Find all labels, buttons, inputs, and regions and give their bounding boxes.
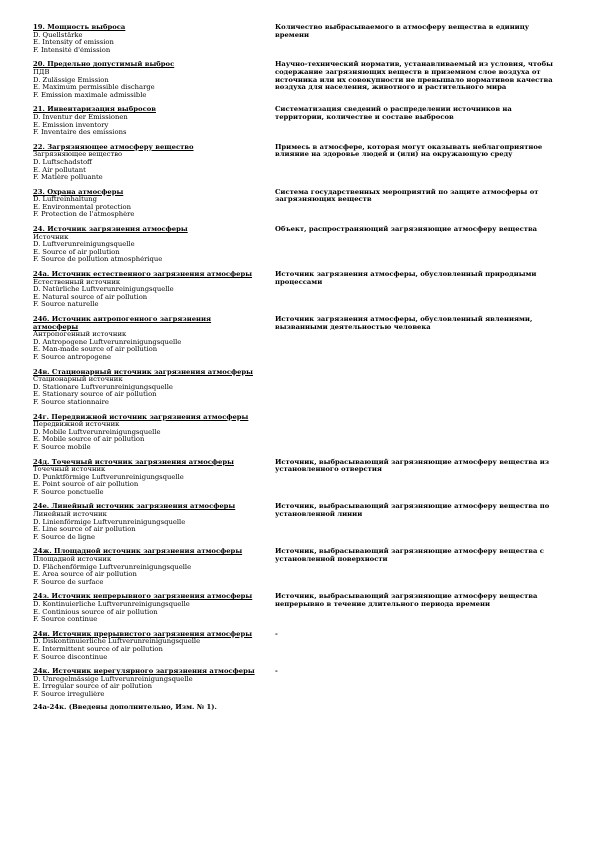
term-line: F. Matière polluante bbox=[33, 174, 103, 182]
term-block bbox=[33, 631, 275, 661]
term-line: F. Source mobile bbox=[33, 443, 91, 451]
term-entry bbox=[33, 548, 563, 586]
term-line: E. Irregular source of air pollution bbox=[33, 683, 152, 691]
term-line: D. Stationare Luftverunreinigungsquelle bbox=[33, 383, 173, 391]
term-block bbox=[33, 593, 275, 623]
term-entry bbox=[33, 369, 563, 407]
term-line: D. Zulässige Emission bbox=[33, 76, 109, 84]
term-line: F. Source irregulière bbox=[33, 690, 105, 698]
term-definition: Источник, выбрасывающий загрязняющие атмосферу вещества из установленного отверстия bbox=[275, 457, 550, 474]
term-line: Источник bbox=[33, 233, 69, 241]
term-block bbox=[33, 189, 275, 219]
term-line: D. Linienförmige Luftverunreinigungsquelle bbox=[33, 518, 186, 526]
term-block bbox=[33, 369, 275, 407]
term-definition bbox=[275, 414, 563, 452]
term-line: E. Area source of air pollution bbox=[33, 571, 137, 579]
term-line: F. Source ponctuelle bbox=[33, 488, 104, 496]
term-definition: Количество выбрасываемого в атмосферу вещества в единицу времени bbox=[275, 23, 530, 39]
term-title: 21. Инвентаризация выбросов bbox=[33, 106, 156, 114]
term-line: E. Line source of air pollution bbox=[33, 526, 136, 534]
term-title: 24д. Точечный источник загрязнения атмосферы bbox=[33, 458, 234, 466]
term-entry bbox=[33, 144, 563, 182]
term-line: E. Mobile source of air pollution bbox=[33, 436, 145, 444]
term-title: 24. Источник загрязнения атмосферы bbox=[33, 226, 188, 234]
term-title: 24з. Источник непрерывного загрязнения атмосферы bbox=[33, 593, 253, 601]
term-title: 24ж. Площадной источник загрязнения атмосферы bbox=[33, 548, 243, 556]
term-line: Стационарный источник bbox=[33, 376, 123, 384]
term-entry bbox=[33, 316, 563, 362]
term-line: F. Source de pollution atmosphérique bbox=[33, 256, 163, 264]
term-entry bbox=[33, 414, 563, 452]
term-line: D. Inventur der Emissionen bbox=[33, 113, 128, 121]
term-line: F. Emission maximale admissible bbox=[33, 91, 147, 99]
term-line: D. Mobile Luftverunreinigungsquelle bbox=[33, 428, 161, 436]
term-entry bbox=[33, 593, 563, 623]
term-entry bbox=[33, 226, 563, 264]
term-block bbox=[33, 316, 275, 362]
term-title: 20. Предельно допустимый выброс bbox=[33, 61, 175, 69]
term-line: E. Environmental protection bbox=[33, 203, 131, 211]
term-line: Площадной источник bbox=[33, 556, 112, 564]
term-definition: Источник, выбрасывающий загрязняющие атмосферу вещества непрерывно в течение длительного периода времени bbox=[275, 592, 538, 608]
term-definition bbox=[275, 369, 563, 407]
term-line: D. Natürliche Luftverunreinigungsquelle bbox=[33, 286, 174, 294]
term-line: F. Intensité d'émission bbox=[33, 46, 111, 54]
term-block bbox=[33, 503, 275, 541]
term-title: 24и. Источник прерывистого загрязнения атмосферы bbox=[33, 630, 253, 638]
term-definition: Примесь в атмосфере, которая могут оказывать неблагоприятное влияние на здоровье людей и (или) на окружающую среду bbox=[275, 142, 543, 159]
amendment-note: 24а-24к. (Введены дополнительно, Изм. № 1). bbox=[33, 702, 217, 711]
term-block bbox=[33, 24, 275, 54]
term-definition: Источник, выбрасывающий загрязняющие атмосферу вещества с установленной поверхности bbox=[275, 547, 544, 564]
term-line: E. Source of air pollution bbox=[33, 248, 120, 256]
term-definition: Научно-технический норматив, устанавливаемый из условия, чтобы содержание загрязняющих веществ в приземном слое воздуха от источника или их совокупности не превышало нормативов качества воздуха для населения, животного и растительного мира bbox=[275, 60, 553, 92]
term-line: Загрязняющее вещество bbox=[33, 151, 123, 159]
term-line: Точечный источник bbox=[33, 466, 106, 474]
term-block bbox=[33, 226, 275, 264]
term-block bbox=[33, 414, 275, 452]
term-line: F. Inventaire des emissions bbox=[33, 129, 127, 137]
term-line: ПДВ bbox=[33, 68, 50, 76]
term-line: E. Stationary source of air pollution bbox=[33, 391, 157, 399]
term-title: 24б. Источник антропогенного загрязнения bbox=[33, 316, 212, 323]
term-block bbox=[33, 271, 275, 309]
term-definition: Источник загрязнения атмосферы, обусловленный явлениями, вызванными деятельностью человека bbox=[275, 315, 533, 331]
term-block bbox=[33, 61, 275, 99]
term-title: 24г. Передвижной источник загрязнения атмосферы bbox=[33, 413, 249, 421]
term-line: E. Maximum permissible discharge bbox=[33, 84, 155, 92]
term-definition: Система государственных мероприятий по защите атмосферы от загрязняющих веществ bbox=[275, 187, 539, 204]
term-entry bbox=[33, 271, 563, 309]
term-block bbox=[33, 144, 275, 182]
term-line: E. Intermittent source of air pollution bbox=[33, 645, 163, 653]
term-entry bbox=[33, 106, 563, 136]
term-line: F. Source antropogene bbox=[33, 353, 112, 361]
term-line: Естественный источник bbox=[33, 278, 121, 286]
term-line: D. Kontinuierliche Luftverunreinigungsquelle bbox=[33, 601, 190, 608]
term-line: F. Source continue bbox=[33, 616, 98, 624]
term-entry bbox=[33, 459, 563, 497]
term-line: E. Intensity of emission bbox=[33, 39, 114, 47]
term-definition: Объект, распространяющий загрязняющие атмосферу вещества bbox=[275, 225, 538, 234]
term-line: D. Luftreinhaltung bbox=[33, 196, 97, 204]
term-line: Линейный источник bbox=[33, 511, 107, 519]
term-line: F. Source de surface bbox=[33, 578, 104, 586]
term-line: F. Source de ligne bbox=[33, 533, 95, 541]
term-title: 22. Загрязняющее атмосферу вещество bbox=[33, 143, 194, 151]
term-line: D. Diskontinuierliche Luftverunreinigungsquelle bbox=[33, 638, 201, 646]
term-line: F. Source discontinue bbox=[33, 653, 108, 661]
term-entry bbox=[33, 668, 563, 698]
term-line: D. Unregelmässige Luftverunreinigungsquelle bbox=[33, 675, 193, 683]
term-block bbox=[33, 106, 275, 136]
term-line: E. Natural source of air pollution bbox=[33, 293, 148, 301]
term-line: E. Air pollutant bbox=[33, 166, 86, 174]
term-line: Антропогенный источник bbox=[33, 331, 127, 339]
term-definition: Систематизация сведений о распределении источников на территории, количестве и составе выбросов bbox=[275, 105, 512, 121]
term-line: F. Protection de l'atmosphère bbox=[33, 211, 135, 219]
term-title: 24а. Источник естественного загрязнения атмосферы bbox=[33, 271, 253, 279]
term-definition: - bbox=[275, 629, 278, 638]
term-line: E. Man-made source of air pollution bbox=[33, 346, 158, 354]
term-block bbox=[33, 459, 275, 497]
term-block bbox=[33, 548, 275, 586]
term-line: F. Source naturelle bbox=[33, 301, 99, 309]
term-definition: Источник загрязнения атмосферы, обусловленный природными процессами bbox=[275, 270, 537, 286]
term-line: E. Point source of air pollution bbox=[33, 481, 139, 489]
term-entry bbox=[33, 24, 563, 54]
term-line: D. Antropogene Luftverunreinigungsquelle bbox=[33, 338, 182, 346]
term-line: D. Luftschadstoff bbox=[33, 158, 92, 166]
term-entry bbox=[33, 631, 563, 661]
term-line: E. Continious source of air pollution bbox=[33, 608, 158, 616]
term-line: D. Luftverunreinigungsquelle bbox=[33, 241, 135, 249]
term-definition: Источник, выбрасывающий загрязняющие атмосферу вещества по установленной линии bbox=[275, 502, 550, 519]
term-line: E. Emission inventory bbox=[33, 121, 109, 129]
term-line: D. Flächenförmige Luftverunreinigungsquelle bbox=[33, 563, 192, 571]
term-title: 24в. Стационарный источник загрязнения атмосферы bbox=[33, 368, 253, 376]
term-title: 23. Охрана атмосферы bbox=[33, 188, 124, 196]
term-definition: - bbox=[275, 667, 278, 676]
term-entry bbox=[33, 189, 563, 219]
term-title-cont: атмосферы bbox=[33, 323, 79, 331]
term-entry bbox=[33, 61, 563, 99]
term-title: 24к. Источник нерегулярного загрязнения атмосферы bbox=[33, 668, 255, 676]
term-line: D. Quellstärke bbox=[33, 31, 83, 39]
term-entry bbox=[33, 503, 563, 541]
term-line: F. Source stationnaire bbox=[33, 398, 109, 406]
term-title: 24е. Линейный источник загрязнения атмосферы bbox=[33, 503, 236, 511]
term-block bbox=[33, 668, 275, 698]
term-line: Передвижной источник bbox=[33, 421, 120, 429]
term-line: D. Punktförmige Luftverunreinigungsquelle bbox=[33, 473, 184, 481]
document-body bbox=[33, 24, 563, 711]
term-title: 19. Мощность выброса bbox=[33, 24, 126, 31]
